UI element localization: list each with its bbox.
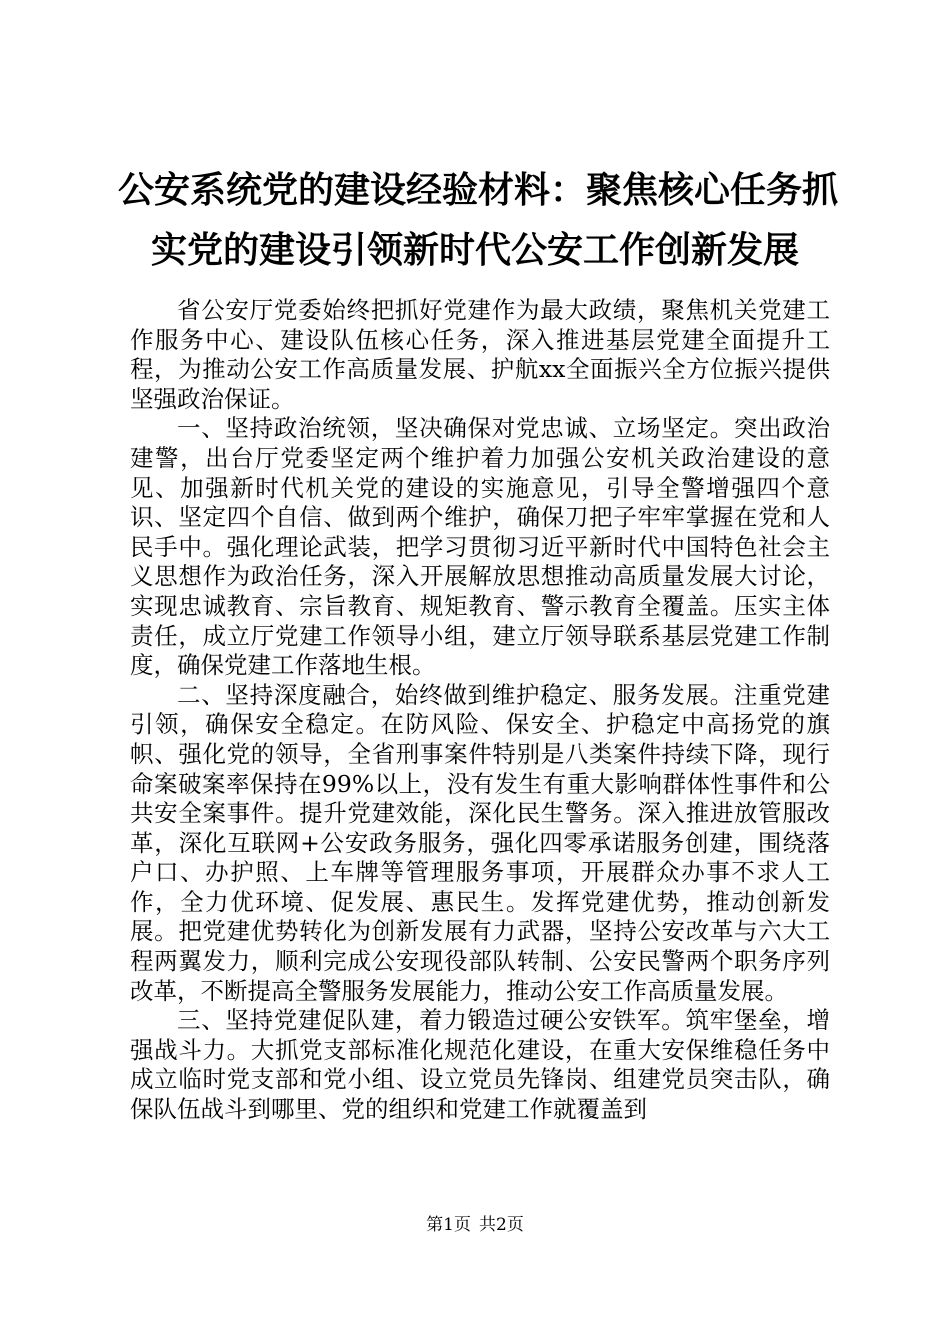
paragraph-section-2: 二、坚持深度融合，始终做到维护稳定、服务发展。注重党建引领，确保安全稳定。在防风险、保安全、护稳定中高扬党的旗帜、强化党的领导，全省刑事案件特别是八类案件持续下降，现行命案破案率保持在99%以上，没有发生有重大影响群体性事件和公共安全案事件。提升党建效能，深化民生警务。深入推进放管服改革，深化互联网+公安政务服务，强化四零承诺服务创建，围绕落户口、办护照、上车牌等管理服务事项，开展群众办事不求人工作，全力优环境、促发展、惠民生。发挥党建优势，推动创新发展。把党建优势转化为创新发展有力武器，坚持公安改革与六大工程两翼发力，顺利完成公安现役部队转制、公安民警两个职务序列改革，不断提高全警服务发展能力，推动公安工作高质量发展。 bbox=[130, 680, 830, 1005]
title-line-1: 公安系统党的建设经验材料：聚焦核心任务抓 bbox=[118, 169, 839, 211]
document-body bbox=[130, 296, 830, 1125]
paragraph-intro: 省公安厅党委始终把抓好党建作为最大政绩，聚焦机关党建工作服务中心、建设队伍核心任务，深入推进基层党建全面提升工程，为推动公安工作高质量发展、护航xx全面振兴全方位振兴提供坚强政治保证。 bbox=[130, 296, 830, 413]
paragraph-section-1: 一、坚持政治统领，坚决确保对党忠诚、立场坚定。突出政治建警，出台厅党委坚定两个维护着力加强公安机关政治建设的意见、加强新时代机关党的建设的实施意见，引导全警增强四个意识、坚定四个自信、做到两个维护，确保刀把子牢牢掌握在党和人民手中。强化理论武装，把学习贯彻习近平新时代中国特色社会主义思想作为政治任务，深入开展解放思想推动高质量发展大讨论，实现忠诚教育、宗旨教育、规矩教育、警示教育全覆盖。压实主体责任，成立厅党建工作领导小组，建立厅领导联系基层党建工作制度，确保党建工作落地生根。 bbox=[130, 414, 830, 680]
title-line-2: 实党的建设引领新时代公安工作创新发展 bbox=[150, 229, 799, 271]
page-total: 共2页 bbox=[479, 1215, 524, 1235]
document-title bbox=[118, 160, 839, 280]
page-footer bbox=[0, 1214, 950, 1236]
paragraph-section-3: 三、坚持党建促队建，着力锻造过硬公安铁军。筑牢堡垒，增强战斗力。大抓党支部标准化规范化建设，在重大安保维稳任务中成立临时党支部和党小组、设立党员先锋岗、组建党员突击队，确保队伍战斗到哪里、党的组织和党建工作就覆盖到 bbox=[130, 1006, 830, 1124]
page-number: 第1页 bbox=[426, 1215, 471, 1235]
